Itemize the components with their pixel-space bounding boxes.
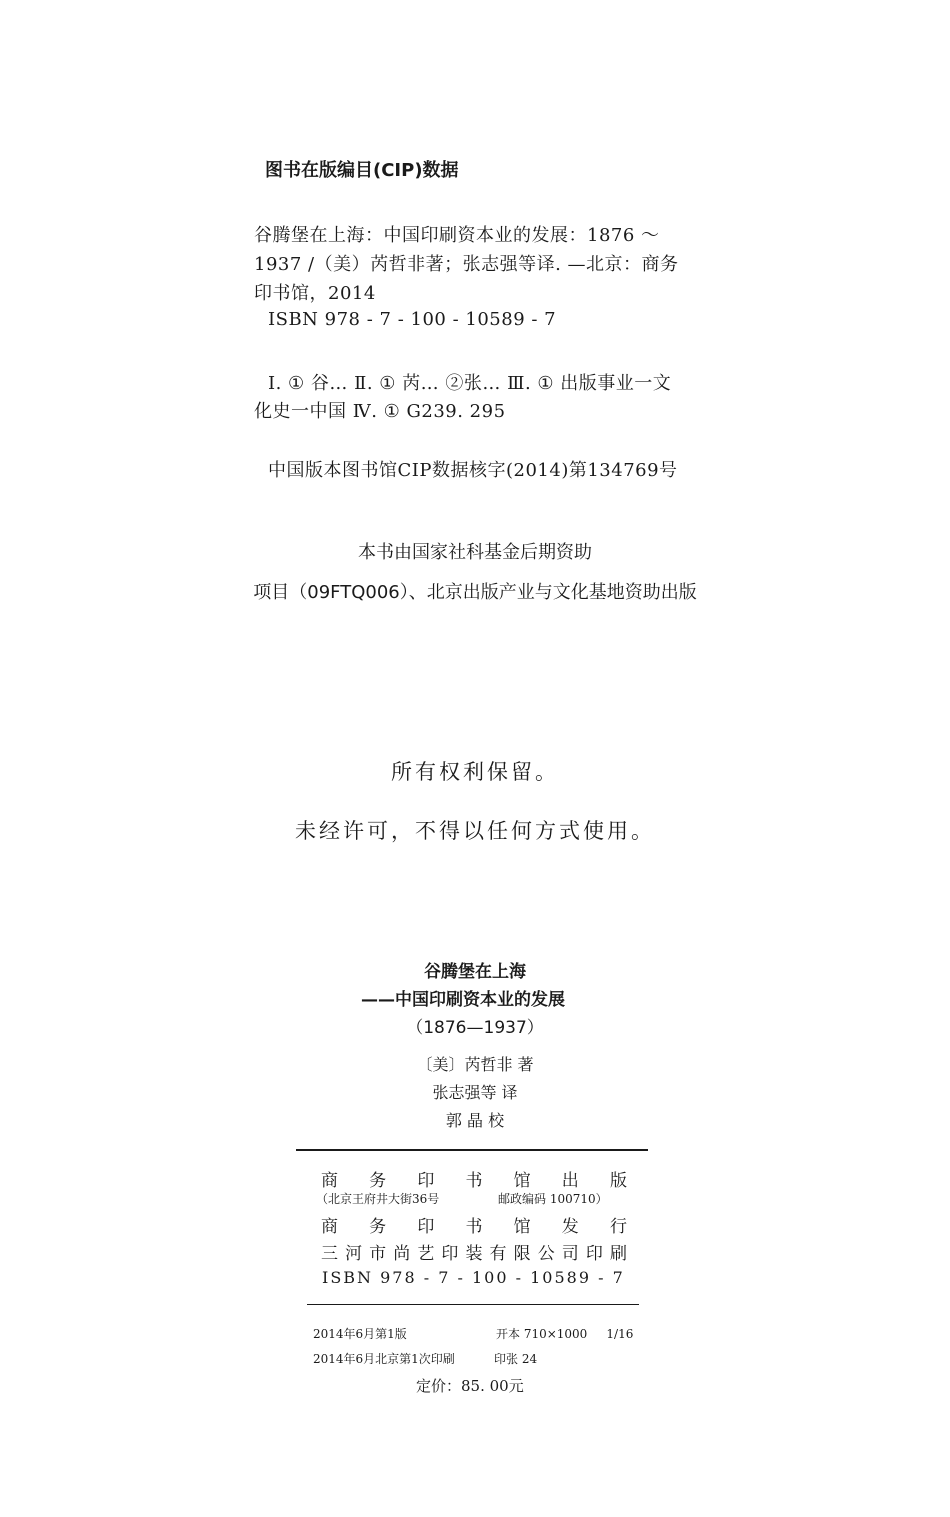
publisher-char: 商 <box>321 1171 338 1191</box>
publisher-address: （北京王府井大街36号 <box>316 1192 440 1206</box>
printer-char: 尚 <box>393 1244 411 1264</box>
book-years: （1876—1937） <box>406 1018 544 1038</box>
printer-char: 公 <box>537 1244 555 1264</box>
cip-line-3: 印书馆，2014 <box>254 283 376 304</box>
distributor-char: 发 <box>561 1217 579 1237</box>
printer-line <box>321 1239 627 1264</box>
book-translator: 张志强等 译 <box>432 1083 518 1102</box>
distributor-char: 书 <box>465 1217 483 1237</box>
printer-char: 印 <box>441 1244 459 1264</box>
cip-classification-line-1: Ⅰ. ① 谷… Ⅱ. ① 芮… ②张… Ⅲ. ① 出版事业一文 <box>268 373 672 394</box>
book-author: 〔美〕芮哲非 著 <box>416 1055 534 1074</box>
publisher-char: 出 <box>561 1171 579 1191</box>
price: 定价：85. 00元 <box>416 1377 524 1395</box>
print-date: 2014年6月北京第1次印刷 <box>313 1352 455 1366</box>
funding-line-1: 本书由国家社科基金后期资助 <box>358 542 592 563</box>
cip-isbn: ISBN 978 - 7 - 100 - 10589 - 7 <box>268 309 557 330</box>
distributor-char: 务 <box>369 1217 387 1237</box>
book-proofreader: 郭 晶 校 <box>445 1111 505 1130</box>
printer-char: 三 <box>321 1244 338 1264</box>
printer-char: 河 <box>345 1244 363 1264</box>
printer-char: 艺 <box>417 1244 435 1264</box>
book-title: 谷腾堡在上海 <box>424 962 526 982</box>
imprint-isbn: ISBN 978 - 7 - 100 - 10589 - 7 <box>322 1268 625 1287</box>
imprint-top-rule <box>296 1149 648 1151</box>
publisher-char: 馆 <box>513 1171 531 1191</box>
distributor-line <box>321 1212 627 1237</box>
distributor-char: 馆 <box>513 1217 531 1237</box>
printer-char: 限 <box>513 1244 531 1264</box>
book-format: 开本 710×1000 1/16 <box>496 1327 634 1341</box>
printer-char: 刷 <box>609 1244 627 1264</box>
rights-restriction-line: 未经许可，不得以任何方式使用。 <box>295 819 655 843</box>
cip-heading: 图书在版编目(CIP)数据 <box>265 160 459 181</box>
cip-line-2: 1937 /（美）芮哲非著；张志强等译. —北京：商务 <box>254 254 679 275</box>
book-subtitle: ——中国印刷资本业的发展 <box>361 990 565 1010</box>
cip-line-1: 谷腾堡在上海：中国印刷资本业的发展：1876 ～ <box>254 225 660 246</box>
publisher-postcode: 邮政编码 100710） <box>498 1192 608 1206</box>
imprint-bottom-rule <box>307 1304 639 1305</box>
publisher-char: 印 <box>417 1171 435 1191</box>
distributor-char: 印 <box>417 1217 435 1237</box>
printer-char: 市 <box>369 1244 387 1264</box>
distributor-char: 商 <box>321 1217 338 1237</box>
publisher-char: 务 <box>369 1171 387 1191</box>
publisher-char: 版 <box>609 1171 627 1191</box>
edition-date: 2014年6月第1版 <box>313 1327 407 1341</box>
publisher-line <box>321 1166 627 1191</box>
printed-sheets: 印张 24 <box>494 1352 538 1366</box>
printer-char: 司 <box>561 1244 579 1264</box>
printer-char: 印 <box>585 1244 603 1264</box>
printer-char: 装 <box>465 1244 483 1264</box>
distributor-char: 行 <box>609 1217 627 1237</box>
rights-reserved-line: 所有权利保留。 <box>391 760 559 784</box>
funding-line-2: 项目（09FTQ006）、北京出版产业与文化基地资助出版 <box>253 582 697 603</box>
publisher-char: 书 <box>465 1171 483 1191</box>
printer-char: 有 <box>489 1244 507 1264</box>
cip-check-number: 中国版本图书馆CIP数据核字(2014)第134769号 <box>268 460 678 481</box>
cip-classification-line-2: 化史一中国 Ⅳ. ① G239. 295 <box>254 401 506 422</box>
